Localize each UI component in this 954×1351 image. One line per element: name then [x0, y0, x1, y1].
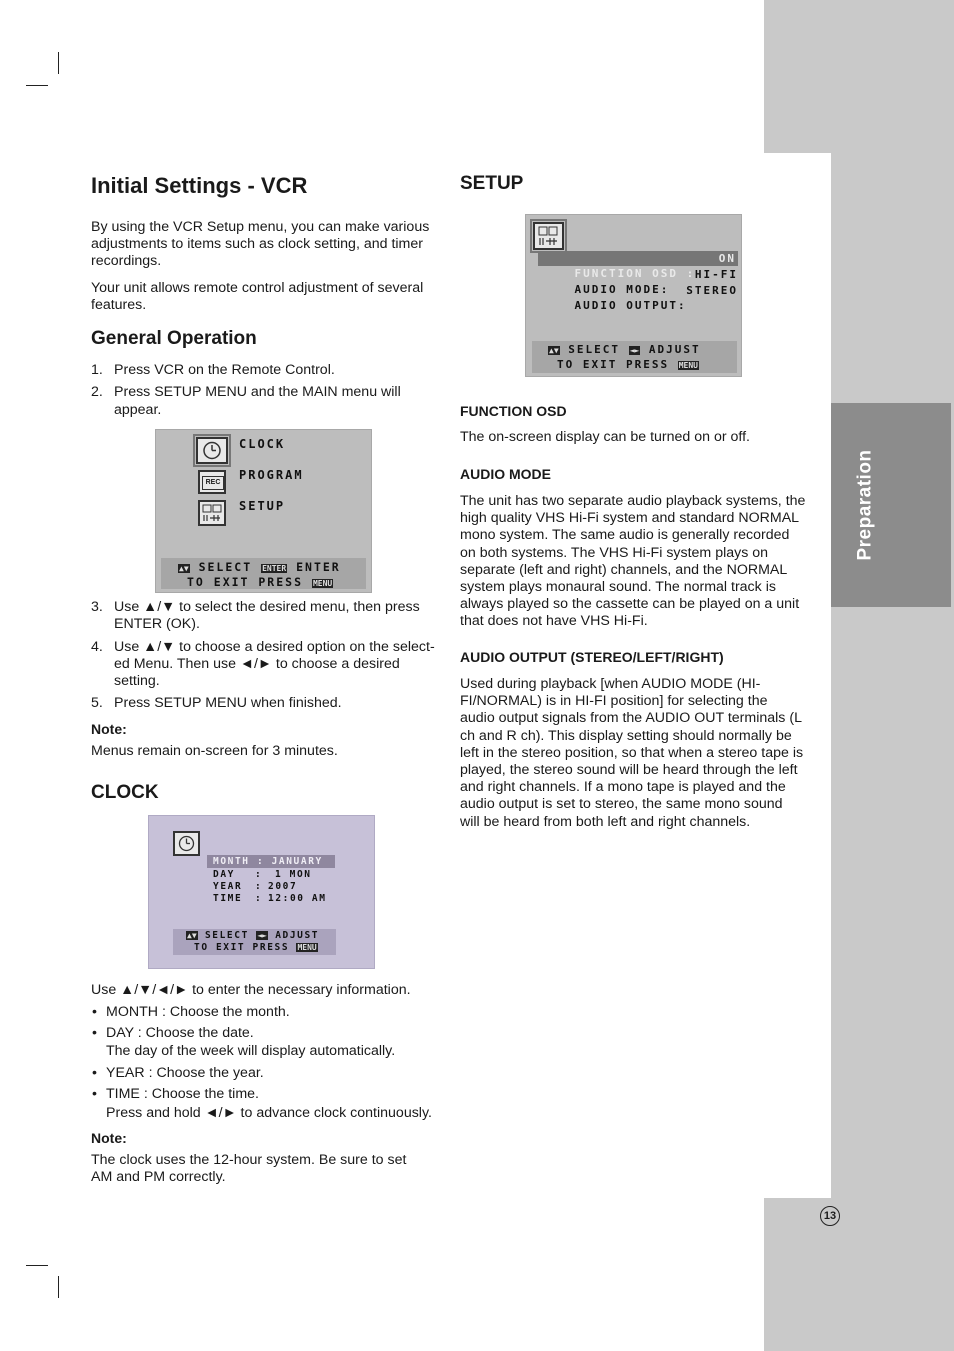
- clock-row-day-sep: :: [255, 869, 263, 880]
- clock-row-year-value: 2007: [268, 881, 298, 892]
- crop-mark: [26, 1265, 48, 1266]
- osd-footer-line1: ▲▼ SELECT ◄► ADJUST: [187, 930, 320, 941]
- osd-footer-line2: TO EXIT PRESS MENU: [194, 942, 317, 953]
- clock-instruction: Use ▲/▼/◄/► to enter the necessary information.: [91, 982, 411, 998]
- clock-row-year: YEAR: [213, 881, 243, 892]
- note-text: Menus remain on-screen for 3 minutes.: [91, 743, 338, 759]
- setup-row-function-osd: FUNCTION OSD : ON: [538, 251, 738, 266]
- menu-item-setup: SETUP: [239, 499, 286, 513]
- clock-row-time-sep: :: [255, 893, 263, 904]
- audio-mode-text: The unit has two separate audio playback systems, the high quality VHS Hi-Fi system and standard NORMAL mono system. The same audio is generally recorded on both systems. The VHS Hi-Fi system plays on separate (left and right) channels, and the NORMAL system plays monaural sound. The normal track is always played so the cassette can be played on a unit that does not have VHS Hi-Fi.: [460, 493, 806, 630]
- setup-screen: [525, 214, 742, 377]
- setup-heading: SETUP: [460, 173, 524, 194]
- main-menu-screen: [155, 429, 372, 593]
- clock-row-month: MONTH : JANUARY: [207, 855, 335, 868]
- function-osd-heading: FUNCTION OSD: [460, 403, 567, 419]
- function-osd-text: The on-screen display can be turned on or off.: [460, 429, 750, 445]
- page-title: Initial Settings - VCR: [91, 173, 308, 198]
- clock-row-time-value: 12:00 AM: [268, 893, 327, 904]
- clock-screen: [148, 815, 375, 969]
- intro-paragraph: Your unit allows remote control adjustment of several features.: [91, 280, 424, 314]
- general-operation-heading: General Operation: [91, 328, 257, 349]
- note-label: Note:: [91, 1130, 127, 1146]
- crop-mark: [26, 85, 48, 86]
- note-text: The clock uses the 12-hour system. Be sure to set AM and PM correctly.: [91, 1152, 407, 1186]
- clock-icon: [173, 831, 200, 856]
- audio-output-text: Used during playback [when AUDIO MODE (HI-FI/NORMAL) is in HI-FI position] for selecting the audio output signals from the AUDIO OUT terminals (L ch and R ch). This display setting should normally be left in the stereo position, so that when a stereo tape is played, the stereo sound will be heard through the left and right channels. If a mono tape is played and the audio output is set to stereo, the same mono sound will be heard from both left and right channels.: [460, 676, 804, 830]
- rec-program-icon: REC: [198, 470, 226, 494]
- clock-row-time: TIME: [213, 893, 243, 904]
- audio-output-heading: AUDIO OUTPUT (STEREO/LEFT/RIGHT): [460, 649, 724, 665]
- clock-row-day-value: 1 MON: [275, 869, 312, 880]
- clock-icon: [196, 437, 228, 464]
- audio-mode-heading: AUDIO MODE: [460, 466, 551, 482]
- page-number: 13: [820, 1206, 840, 1226]
- crop-mark: [58, 52, 59, 74]
- setup-icon: [198, 500, 226, 526]
- osd-footer-line1: ▲▼ SELECT ENTER ENTER: [179, 560, 341, 574]
- clock-heading: CLOCK: [91, 782, 159, 803]
- setup-row-audio-mode: AUDIO MODE: HI-FI: [574, 268, 738, 296]
- crop-mark: [58, 1276, 59, 1298]
- section-tab-label: Preparation: [855, 449, 876, 561]
- note-label: Note:: [91, 721, 127, 737]
- osd-footer-line1: ▲▼ SELECT ◄► ADJUST: [549, 343, 701, 356]
- osd-footer-line2: TO EXIT PRESS MENU: [187, 575, 333, 589]
- clock-row-year-sep: :: [255, 881, 263, 892]
- osd-footer-line2: TO EXIT PRESS MENU: [557, 358, 698, 371]
- intro-paragraph: By using the VCR Setup menu, you can make various adjustments to items such as clock setting, and timer recordings.: [91, 219, 430, 270]
- menu-item-clock: CLOCK: [239, 437, 286, 451]
- clock-row-day: DAY: [213, 869, 235, 880]
- setup-icon: [533, 222, 564, 250]
- setup-row-audio-output: AUDIO OUTPUT: STEREO: [574, 284, 738, 312]
- menu-item-program: PROGRAM: [239, 468, 304, 482]
